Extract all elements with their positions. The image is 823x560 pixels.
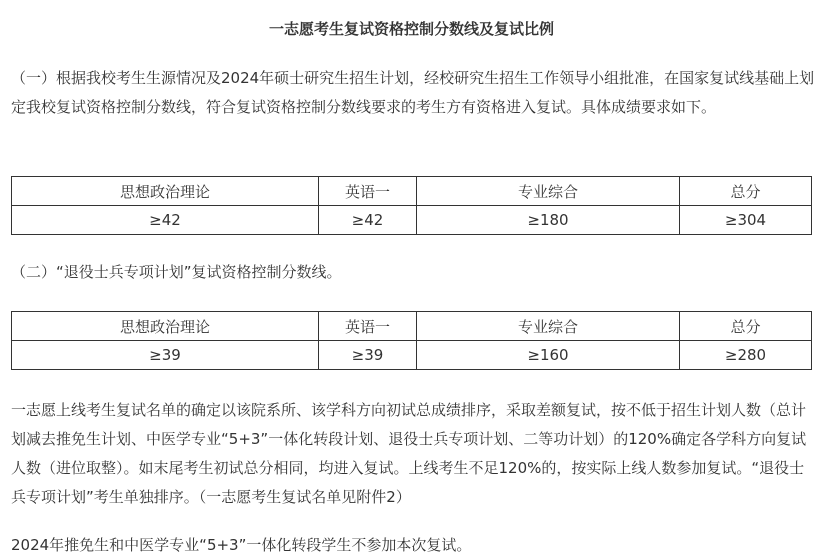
table-row [12,206,812,235]
header-total: 总分 [680,177,812,206]
value-major: ≥180 [417,206,680,235]
value-politics: ≥39 [12,341,319,370]
header-politics: 思想政治理论 [12,312,319,341]
value-total: ≥304 [680,206,812,235]
section-2-text: （二）“退役士兵专项计划”复试资格控制分数线。 [11,263,342,281]
page-title: 一志愿考生复试资格控制分数线及复试比例 [268,20,554,38]
value-english: ≥42 [319,206,417,235]
header-major: 专业综合 [417,312,680,341]
table-header-row [12,312,812,341]
header-major: 专业综合 [417,177,680,206]
selection-rules-paragraph: 一志愿上线考生复试名单的确定以该院系所、该学科方向初试总成绩排序，采取差额复试，按不低于招生计划人数（总计划减去推免生计划、中医学专业“5+3”一体化转段计划、退役士兵专项计划、二等功计划）的120%确定各学科方向复试人数（进位取整）。如末尾考生初试总分相同，均进入复试。上线考生不足120%的，按实际上线人数参加复试。“退役士兵专项计划”考生单独排序。（一志愿考生复试名单见附件2） [11,401,807,506]
table-header-row [12,177,812,206]
header-politics: 思想政治理论 [12,177,319,206]
score-table-general [11,176,812,235]
exemption-note: 2024年推免生和中医学专业“5+3”一体化转段学生不参加本次复试。 [11,536,472,554]
header-total: 总分 [680,312,812,341]
header-english: 英语一 [319,312,417,341]
value-total: ≥280 [680,341,812,370]
score-table-veterans [11,311,812,370]
value-politics: ≥42 [12,206,319,235]
table-row [12,341,812,370]
value-major: ≥160 [417,341,680,370]
value-english: ≥39 [319,341,417,370]
header-english: 英语一 [319,177,417,206]
section-1-text: （一）根据我校考生生源情况及2024年硕士研究生招生计划，经校研究生招生工作领导小组批准，在国家复试线基础上划定我校复试资格控制分数线，符合复试资格控制分数线要求的考生方有资格进入复试。具体成绩要求如下。 [11,69,815,116]
